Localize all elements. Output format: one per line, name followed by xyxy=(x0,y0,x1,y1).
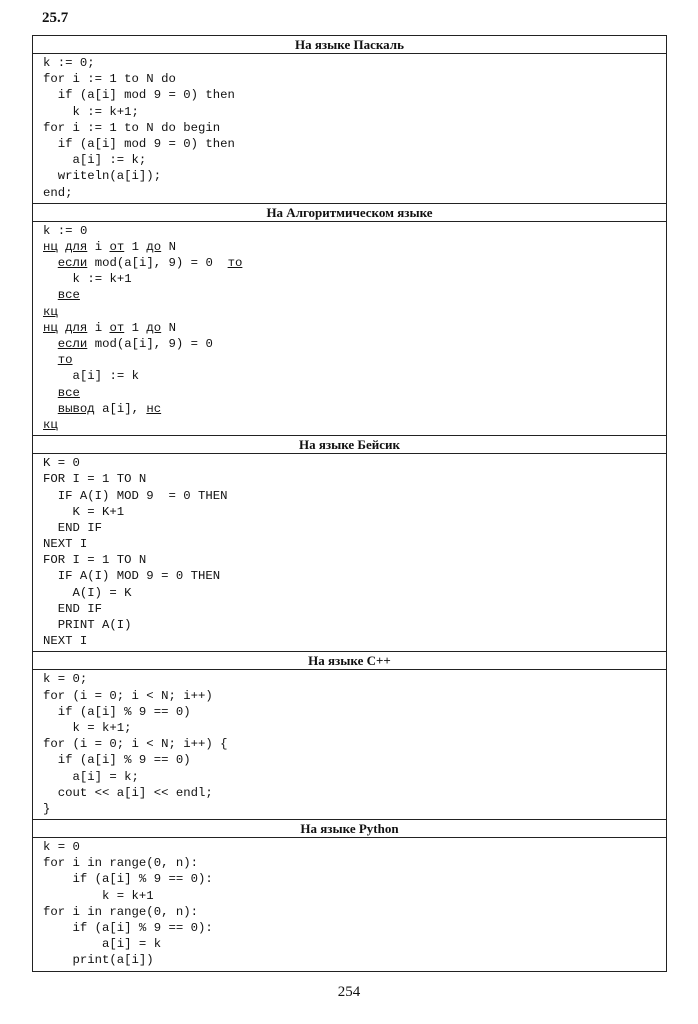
keyword: до xyxy=(146,320,162,335)
section-title: На Алгоритмическом языке xyxy=(33,203,666,222)
code-line: end; xyxy=(43,185,73,200)
code-block xyxy=(33,838,666,971)
code-line: if (a[i] % 9 == 0): xyxy=(43,921,213,935)
code-line: for (i = 0; i < N; i++) xyxy=(43,688,213,703)
keyword: для xyxy=(65,239,88,254)
code-line: FOR I = 1 TO N xyxy=(43,553,147,568)
code-line: k := k+1; xyxy=(43,104,139,119)
keyword: нс xyxy=(146,401,162,416)
code-line: нц для i от 1 до N xyxy=(43,320,176,335)
keyword: все xyxy=(57,288,80,303)
keyword: то xyxy=(227,256,243,271)
code-line: k = k+1 xyxy=(43,888,154,903)
section-pascal xyxy=(33,36,666,203)
section-title: На языке Паскаль xyxy=(33,36,666,54)
keyword: кц xyxy=(43,417,58,432)
code-line: k := 0 xyxy=(43,223,88,238)
section-title: На языке Бейсик xyxy=(33,435,666,454)
keyword: для xyxy=(65,320,88,335)
code-line: k = 0; xyxy=(43,672,88,687)
section-algorithmic xyxy=(33,203,666,435)
code-line: if (a[i] % 9 == 0) xyxy=(43,704,191,719)
code-line xyxy=(43,385,666,401)
keyword: до xyxy=(146,239,162,254)
code-line: k = 0 xyxy=(43,840,80,855)
code-line: if (a[i] % 9 == 0): xyxy=(43,872,213,887)
keyword: вывод xyxy=(57,401,95,416)
page-number: 254 xyxy=(337,984,361,1000)
code-line xyxy=(43,287,666,303)
code-line: вывод a[i], нс xyxy=(57,401,162,416)
code-line: END IF xyxy=(43,520,103,535)
code-block xyxy=(33,670,666,819)
code-line: print(a[i]) xyxy=(43,953,154,968)
code-block xyxy=(33,222,666,435)
code-line: a[i] := k; xyxy=(43,153,147,168)
code-line: A(I) = K xyxy=(43,585,132,600)
code-line: K = 0 xyxy=(43,456,80,471)
code-listing-table xyxy=(32,35,667,972)
code-line xyxy=(43,352,666,368)
section-basic xyxy=(33,435,666,651)
keyword: от xyxy=(109,320,125,335)
code-line: если mod(a[i], 9) = 0 то xyxy=(57,256,243,271)
code-line: cout << a[i] << endl; xyxy=(43,785,213,800)
code-line: END IF xyxy=(43,601,103,616)
section-cpp xyxy=(33,651,666,819)
code-line: IF A(I) MOD 9 = 0 THEN xyxy=(43,569,221,584)
code-line: if (a[i] mod 9 = 0) then xyxy=(43,88,235,103)
keyword: нц xyxy=(43,320,58,335)
code-line: a[i] = k; xyxy=(43,769,139,784)
code-line: a[i] := k xyxy=(72,369,139,384)
code-line: K = K+1 xyxy=(43,504,125,519)
keyword: все xyxy=(57,385,80,400)
keyword: нц xyxy=(43,239,58,254)
code-line: если mod(a[i], 9) = 0 xyxy=(57,337,213,351)
code-line: k := 0; xyxy=(43,56,95,70)
keyword: кц xyxy=(43,304,58,319)
code-line: for (i = 0; i < N; i++) { xyxy=(43,737,228,752)
code-block xyxy=(33,454,666,651)
code-line: writeln(a[i]); xyxy=(43,169,162,184)
keyword: от xyxy=(109,239,125,254)
code-line: if (a[i] % 9 == 0) xyxy=(43,753,191,768)
code-block xyxy=(33,54,666,203)
code-line: FOR I = 1 TO N xyxy=(43,472,147,487)
code-line: } xyxy=(43,801,51,816)
code-line: NEXT I xyxy=(43,537,88,552)
code-line: k = k+1; xyxy=(43,720,132,735)
keyword: если xyxy=(57,337,88,351)
code-line xyxy=(43,417,666,433)
code-line xyxy=(43,304,666,320)
keyword: то xyxy=(57,353,73,368)
code-line: k := k+1 xyxy=(72,272,132,287)
code-line: a[i] = k xyxy=(43,937,162,952)
code-line: for i in range(0, n): xyxy=(43,856,198,871)
code-line: for i := 1 to N do xyxy=(43,72,176,87)
section-title: На языке Python xyxy=(33,819,666,838)
code-line: PRINT A(I) xyxy=(43,618,132,632)
code-line: NEXT I xyxy=(43,634,88,649)
keyword: если xyxy=(57,256,88,271)
code-line: for i in range(0, n): xyxy=(43,904,198,919)
task-number: 25.7 xyxy=(42,10,69,26)
code-line: if (a[i] mod 9 = 0) then xyxy=(43,136,235,151)
code-line: IF A(I) MOD 9 = 0 THEN xyxy=(43,488,228,503)
section-python xyxy=(33,819,666,971)
section-title: На языке С++ xyxy=(33,651,666,670)
code-line: нц для i от 1 до N xyxy=(43,239,176,254)
code-line: for i := 1 to N do begin xyxy=(43,120,221,135)
